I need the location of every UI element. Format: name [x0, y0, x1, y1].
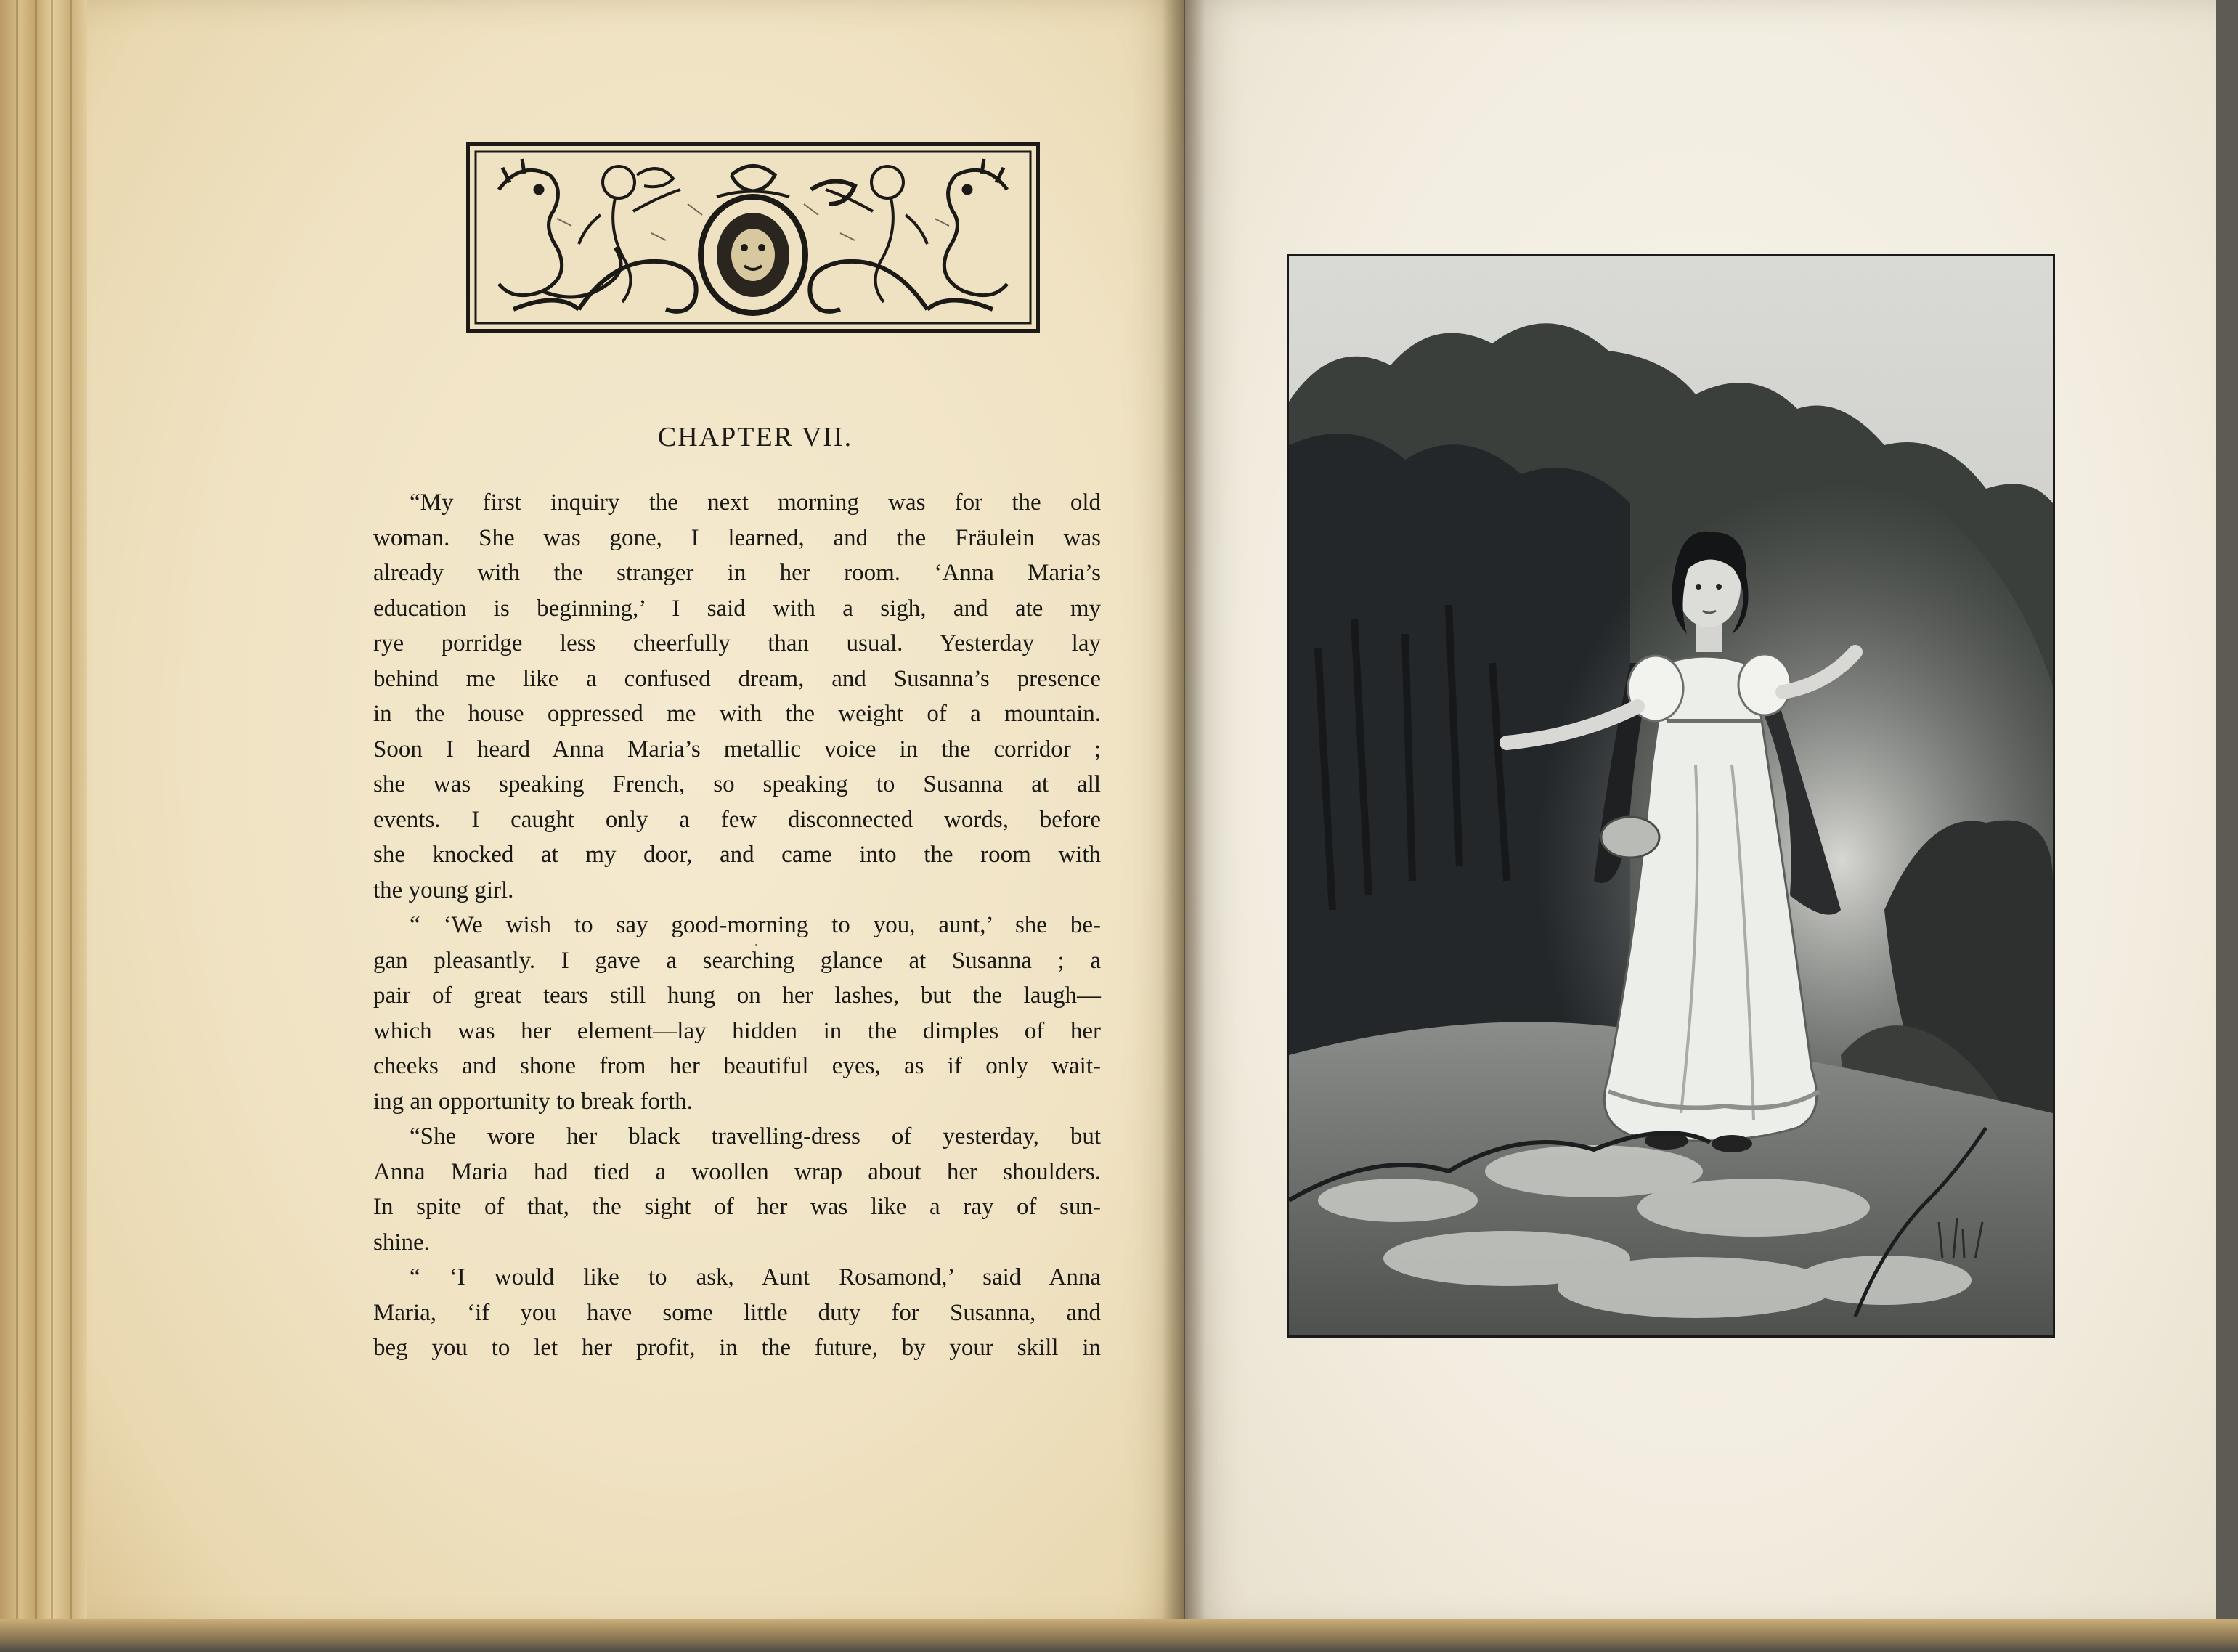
text-line: behind me like a confused dream, and Susanna’s presence [373, 665, 1101, 692]
text-line: beg you to let her profit, in the future, by your skill in [373, 1335, 1101, 1361]
bottom-page-edge [0, 1619, 2238, 1652]
text-line: pair of great tears still hung on her lashes, but the laugh— [373, 982, 1101, 1009]
text-line: shine. [373, 1229, 430, 1256]
text-line: gan pleasantly. I gave a searching glance at Susanna ; a [373, 947, 1101, 974]
text-line: which was her element—lay hidden in the dimples of her [373, 1017, 1101, 1044]
text-line: ing an opportunity to break forth. [373, 1088, 693, 1115]
text-line: “She wore her black travelling-dress of yesterday, but [410, 1123, 1101, 1150]
book-gutter [1162, 0, 1205, 1630]
text-line: Anna Maria had tied a woollen wrap about her shoulders. [373, 1158, 1101, 1185]
text-line: Maria, ‘if you have some little duty for Susanna, and [373, 1299, 1101, 1326]
illustration-woman-forest-path [1289, 256, 2053, 1335]
body-text [373, 485, 1101, 1366]
text-line: already with the stranger in her room. ‘Anna Maria’s [373, 560, 1101, 586]
text-line: “ ‘I would like to ask, Aunt Rosamond,’ said Anna [410, 1264, 1101, 1290]
text-line: education is beginning,’ I said with a sigh, and ate my [373, 595, 1101, 622]
text-line: woman. She was gone, I learned, and the Fräulein was [373, 524, 1101, 551]
ornament-engraving [470, 146, 1036, 329]
illustration-plate [1287, 254, 2055, 1338]
text-line: she was speaking French, so speaking to Susanna at all [373, 771, 1101, 797]
text-line: she knocked at my door, and came into the room with [373, 842, 1101, 868]
chapter-title: CHAPTER VII. [657, 422, 853, 452]
text-line: Soon I heard Anna Maria’s metallic voice in the corridor ; [373, 736, 1101, 762]
text-line: In spite of that, the sight of her was like a ray of sun- [373, 1194, 1101, 1220]
paper-speck [755, 944, 757, 946]
text-line: “ ‘We wish to say good-morning to you, aunt,’ she be- [410, 912, 1101, 938]
text-line: events. I caught only a few disconnected words, before [373, 806, 1101, 833]
text-line: in the house oppressed me with the weight of a mountain. [373, 701, 1101, 727]
text-line: cheeks and shone from her beautiful eyes, as if only wait- [373, 1053, 1101, 1079]
text-line: the young girl. [373, 876, 514, 903]
chapter-header-ornament [466, 142, 1040, 333]
text-line: “My first inquiry the next morning was for the old [410, 489, 1101, 516]
text-line: rye porridge less cheerfully than usual. Yesterday lay [373, 630, 1101, 656]
